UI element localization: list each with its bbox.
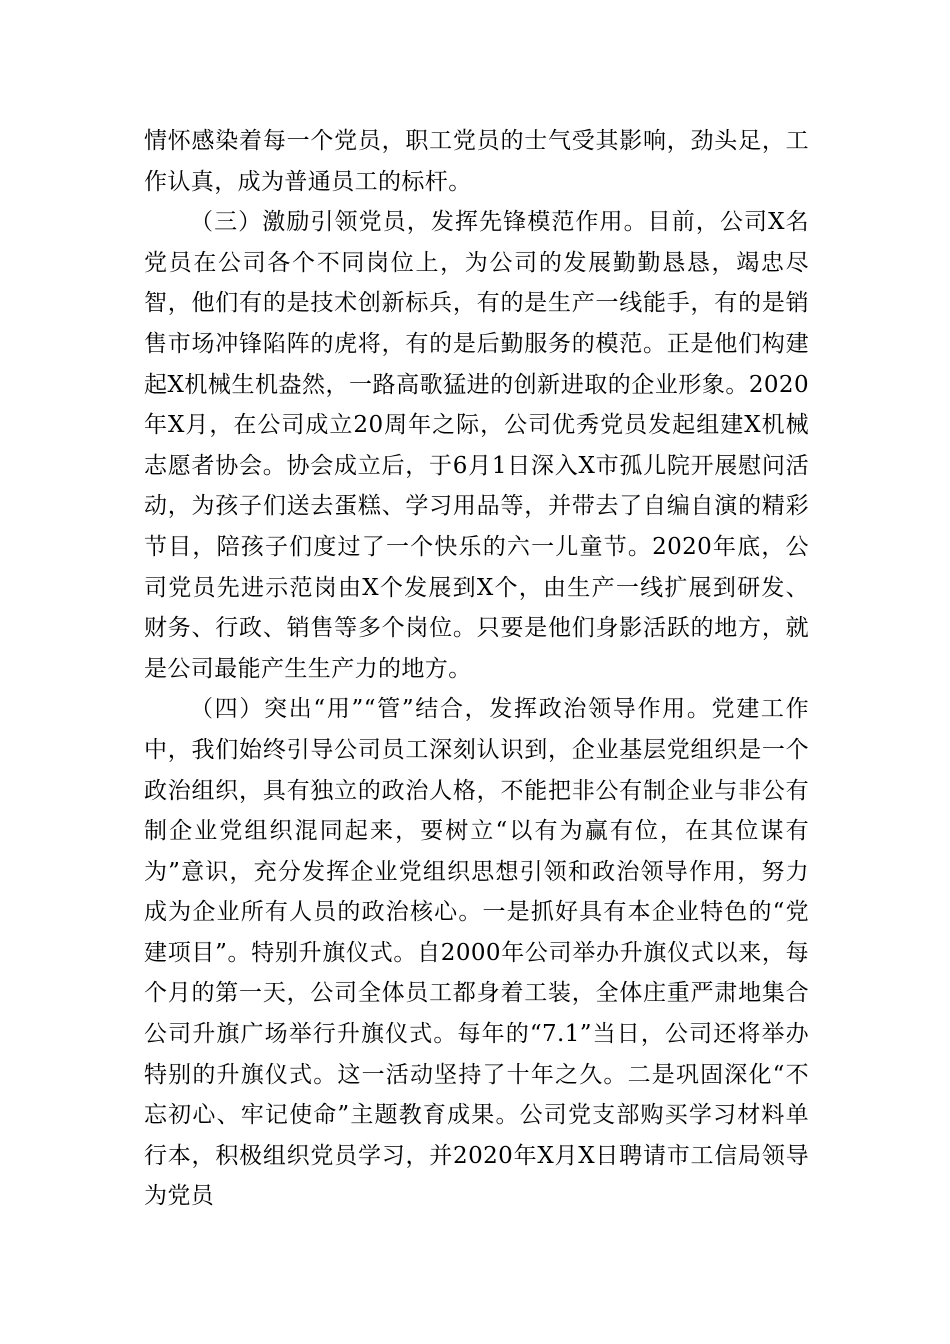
paragraph-section-3: （三）激励引领党员，发挥先锋模范作用。目前，公司X名党员在公司各个不同岗位上，为公司的发展勤勤恳恳，竭忠尽智，他们有的是技术创新标兵，有的是生产一线能手，有的是销售市场冲锋陷阵的虎将，有的是后勤服务的模范。正是他们构建起X机械生机盎然，一路高歌猛进的创新进取的企业形象。2020年X月，在公司成立20周年之际，公司优秀党员发起组建X机械志愿者协会。协会成立后，于6月1日深入X市孤儿院开展慰问活动，为孩子们送去蛋糕、学习用品等，并带去了自编自演的精彩节目，陪孩子们度过了一个快乐的六一儿童节。2020年底，公司党员先进示范岗由X个发展到X个，由生产一线扩展到研发、财务、行政、销售等多个岗位。只要是他们身影活跃的地方，就是公司最能产生生产力的地方。 <box>144 209 809 682</box>
paragraph-continuation: 情怀感染着每一个党员，职工党员的士气受其影响，劲头足，工作认真，成为普通员工的标杆。 <box>144 128 809 195</box>
paragraph-section-4: （四）突出“用”“管”结合，发挥政治领导作用。党建工作中，我们始终引导公司员工深刻认识到，企业基层党组织是一个政治组织，具有独立的政治人格，不能把非公有制企业与非公有制企业党组织混同起来，要树立“以有为赢有位，在其位谋有为”意识，充分发挥企业党组织思想引领和政治领导作用，努力成为企业所有人员的政治核心。一是抓好具有本企业特色的“党建项目”。特别升旗仪式。自2000年公司举办升旗仪式以来，每个月的第一天，公司全体员工都身着工装，全体庄重严肃地集合公司升旗广场举行升旗仪式。每年的“7.1”当日，公司还将举办特别的升旗仪式。这一活动坚持了十年之久。二是巩固深化“不忘初心、牢记使命”主题教育成果。公司党支部购买学习材料单行本，积极组织党员学习，并2020年X月X日聘请市工信局领导为党员 <box>144 696 809 1210</box>
body-text <box>144 121 809 1217</box>
